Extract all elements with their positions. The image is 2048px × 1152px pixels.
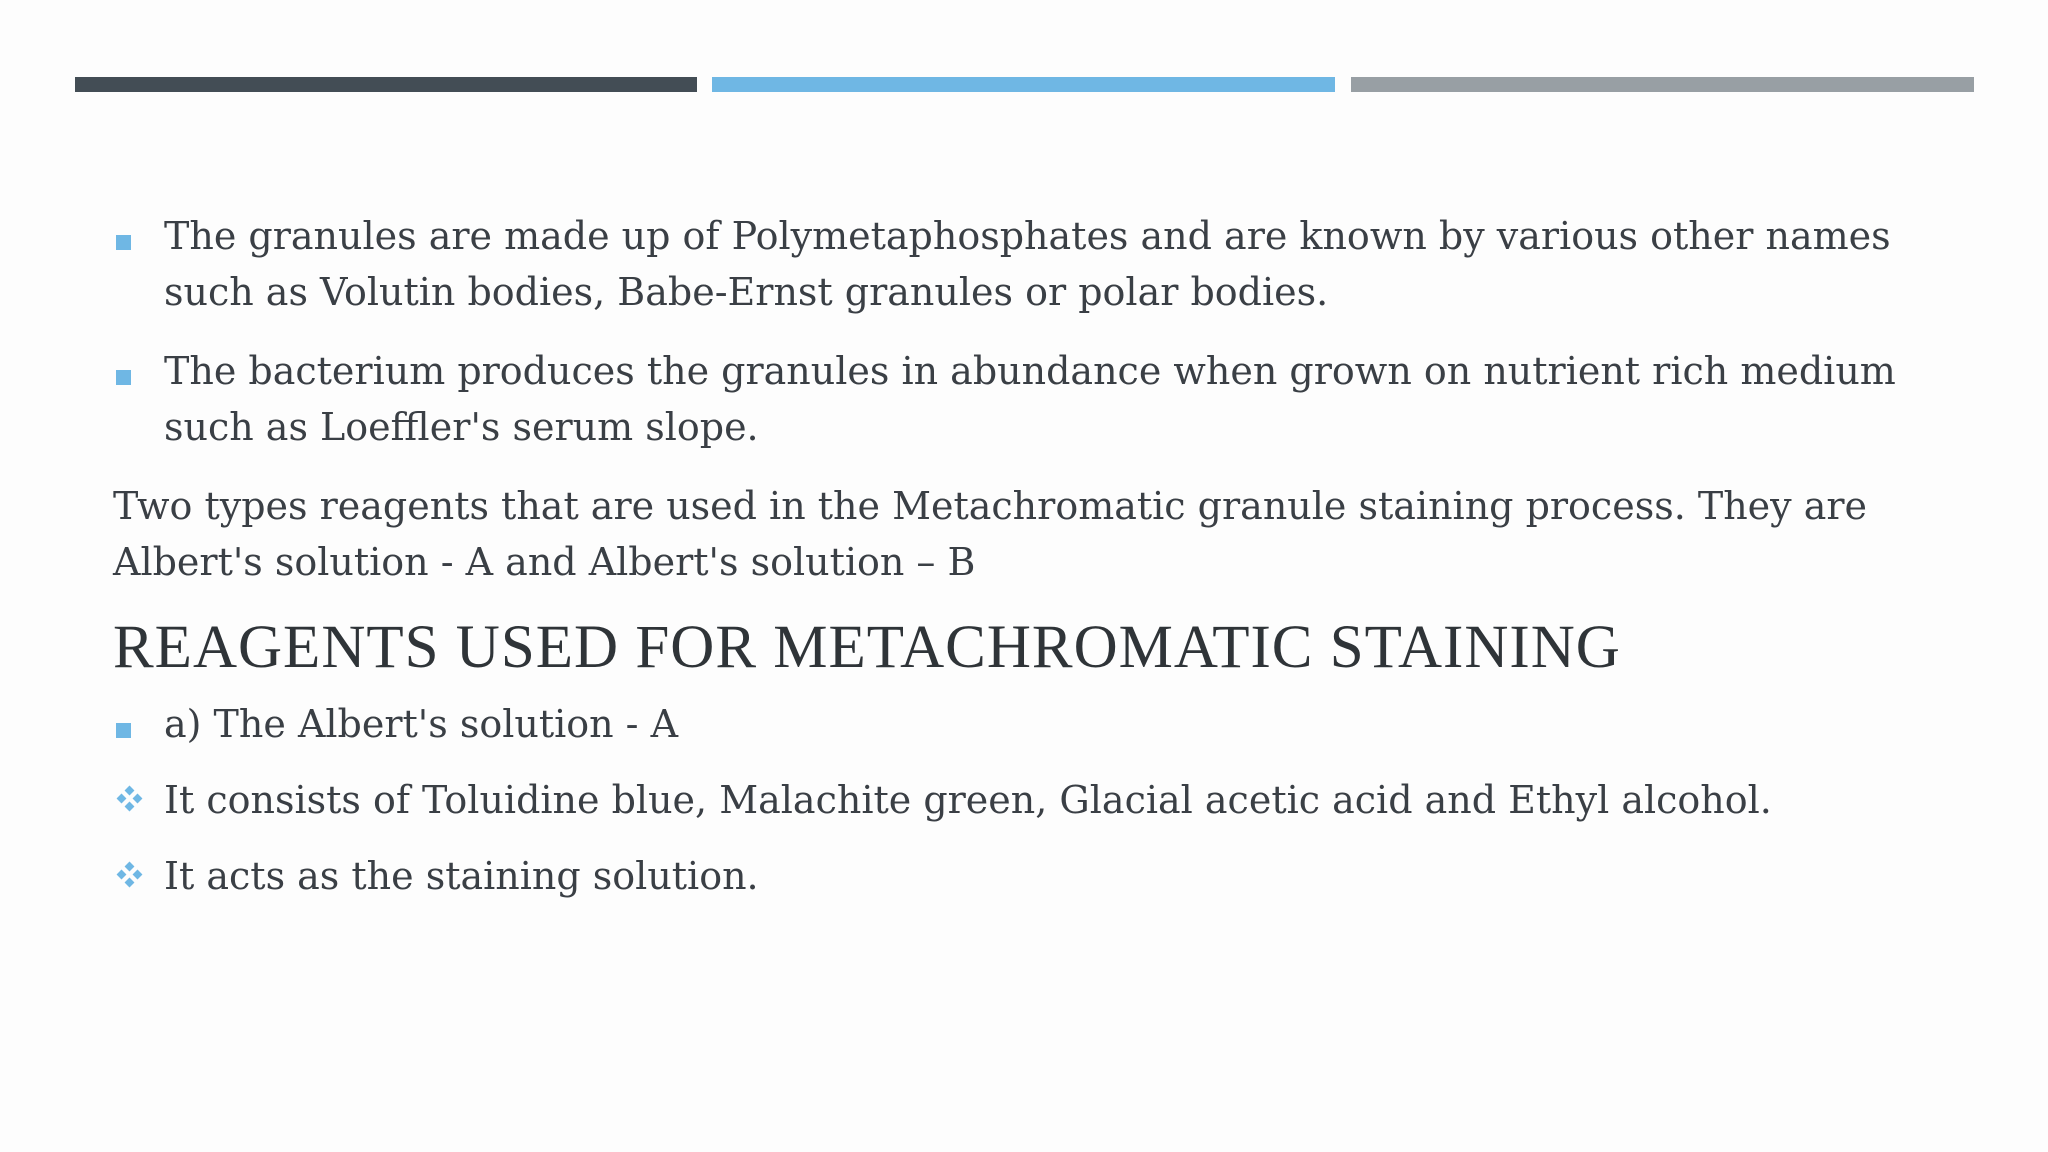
section-heading: REAGENTS USED FOR METACHROMATIC STAINING: [113, 614, 1621, 681]
square-bullet-icon: [116, 235, 131, 250]
bullet-text: The bacterium produces the granules in abundance when grown on nutrient rich medium such as Loeffler's serum slope.: [164, 349, 1896, 449]
bullet-text: The granules are made up of Polymetaphosphates and are known by various other names such as Volutin bodies, Babe-Ernst granules or polar bodies.: [164, 214, 1891, 314]
bullet-text: It consists of Toluidine blue, Malachite green, Glacial acetic acid and Ethyl alcohol.: [164, 778, 1772, 822]
diamond-bullet-icon: [113, 848, 147, 904]
body-paragraph: Two types reagents that are used in the Metachromatic granule staining process. They are Albert's solution - A and Albert's solution – B: [113, 484, 1868, 584]
bullet-item: [113, 343, 1943, 455]
slide-content: [113, 208, 1943, 924]
square-bullet-icon: [116, 370, 131, 385]
bullet-text: It acts as the staining solution.: [164, 854, 759, 898]
header-bar-blue: [712, 77, 1335, 92]
header-bar-gray: [1351, 77, 1974, 92]
header-bar-dark: [75, 77, 697, 92]
bullet-text: a) The Albert's solution - A: [164, 702, 679, 746]
bullet-item: [113, 696, 1943, 752]
square-bullet-icon: [116, 723, 131, 738]
bullet-item: [113, 848, 1943, 904]
bullet-item: [113, 208, 1943, 320]
diamond-bullet-icon: [113, 772, 147, 828]
bullet-item: [113, 772, 1943, 828]
